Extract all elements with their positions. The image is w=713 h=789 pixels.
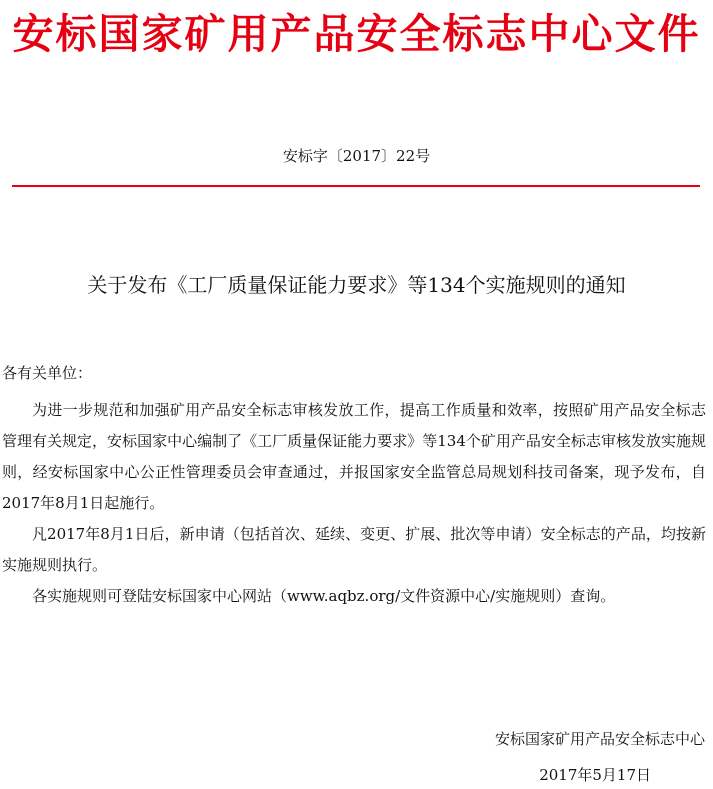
salutation: 各有关单位： <box>2 364 93 382</box>
document-number: 安标字〔2017〕22号 <box>282 147 431 165</box>
body-paragraph-1: 为进一步规范和加强矿用产品安全标志审核发放工作，提高工作质量和效率，按照矿用产品安全标志管理有关规定，安标国家中心编制了《工厂质量保证能力要求》等134个矿用产品安全标志审核发放实施规则，经安标国家中心公正性管理委员会审查通过，并报国家安全监管总局规划科技司备案，现予发布，自2017年8月1日起施行。 <box>2 401 706 512</box>
issue-date: 2017年5月17日 <box>539 766 651 784</box>
header-divider <box>12 185 700 187</box>
notice-body <box>2 395 706 612</box>
issuer-signature: 安标国家矿用产品安全标志中心 <box>494 730 705 748</box>
document-header-title: 安标国家矿用产品安全标志中心文件 <box>12 10 701 58</box>
notice-title: 关于发布《工厂质量保证能力要求》等134个实施规则的通知 <box>87 273 626 297</box>
body-paragraph-3: 各实施规则可登陆安标国家中心网站（www.aqbz.org/文件资源中心/实施规则）查询。 <box>32 587 616 605</box>
body-paragraph-2: 凡2017年8月1日后，新申请（包括首次、延续、变更、扩展、批次等申请）安全标志的产品，均按新实施规则执行。 <box>2 525 706 574</box>
